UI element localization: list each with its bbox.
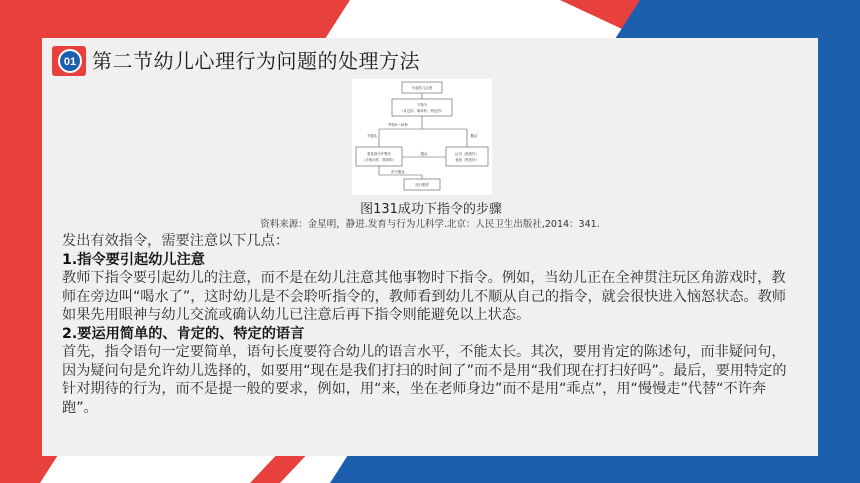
node-command bbox=[392, 99, 452, 116]
point2-heading: 2.要运用简单的、肯定的、特定的语言 bbox=[62, 325, 305, 342]
figure-source: 资料来源：金星明，静进.发育与行为儿科学.北京：人民卫生出版社,2014：341. bbox=[260, 219, 600, 230]
page-title: 第二节幼儿心理行为问题的处理方法 bbox=[92, 49, 420, 73]
node-warning-label: 重复指令并警告 bbox=[367, 152, 391, 156]
node-start-label: 引起幼儿注意 bbox=[411, 86, 433, 90]
edge-obey-mid-label: 服从 bbox=[420, 152, 428, 156]
point1-heading: 1.指令要引起幼儿注意 bbox=[62, 251, 205, 268]
body-text bbox=[62, 232, 792, 417]
edge-wait-label: 等待5~10秒 bbox=[388, 123, 408, 127]
node-praise-sub: 表扬（赞美好） bbox=[455, 158, 479, 162]
node-warning bbox=[356, 147, 402, 166]
node-warning-sub: （手势动作、简单的） bbox=[362, 158, 396, 162]
section-number: 01 bbox=[63, 56, 77, 68]
flowchart-figure bbox=[352, 79, 492, 195]
edge-not-obey-label: 不服从 bbox=[366, 134, 378, 138]
node-timeout-label: 执行暂停 bbox=[415, 183, 429, 187]
point2-paragraph: 首先，指令语句一定要简单，语句长度要符合幼儿的语言水平，不能太长。其次，要用肯定的陈述句，而非疑问句，因为疑问句是允许幼儿选择的，如要用“现在是我们打扫的时间了”而不是用“我们现在打扫好吗”。最后，要用特定的针对期待的行为，而不是提一般的要求，例如，用“来，坐在老师身边”而不是用“乖点”，用“慢慢走”代替“不许奔跑”。 bbox=[62, 344, 787, 416]
section-number-icon bbox=[52, 46, 86, 76]
edge-still-not-label: 仍不服从 bbox=[391, 170, 405, 174]
edge-obey-label: 服从 bbox=[470, 134, 478, 138]
figure-caption: 图131成功下指令的步骤 bbox=[360, 202, 502, 217]
intro-paragraph: 发出有效指令，需要注意以下几点： bbox=[62, 233, 290, 249]
point1-paragraph: 教师下指令要引起幼儿的注意，而不是在幼儿注意其他事物时下指令。例如，当幼儿正在全神贯注玩区角游戏时，教师在旁边叫“喝水了”，这时幼儿是不会聆听指令的，教师看到幼儿不顺从自己的指令，就会很快进入恼怒状态。教师如果先用眼神与幼儿交流或确认幼儿已注意后再下指令则能避免以上状态。 bbox=[62, 270, 787, 323]
node-praise bbox=[446, 147, 488, 166]
node-command-sub: （肯定的、简单的、特定的） bbox=[399, 109, 445, 113]
node-command-label: 下指令 bbox=[416, 103, 428, 107]
node-praise-label: 认可（鼓励你） bbox=[455, 152, 479, 156]
